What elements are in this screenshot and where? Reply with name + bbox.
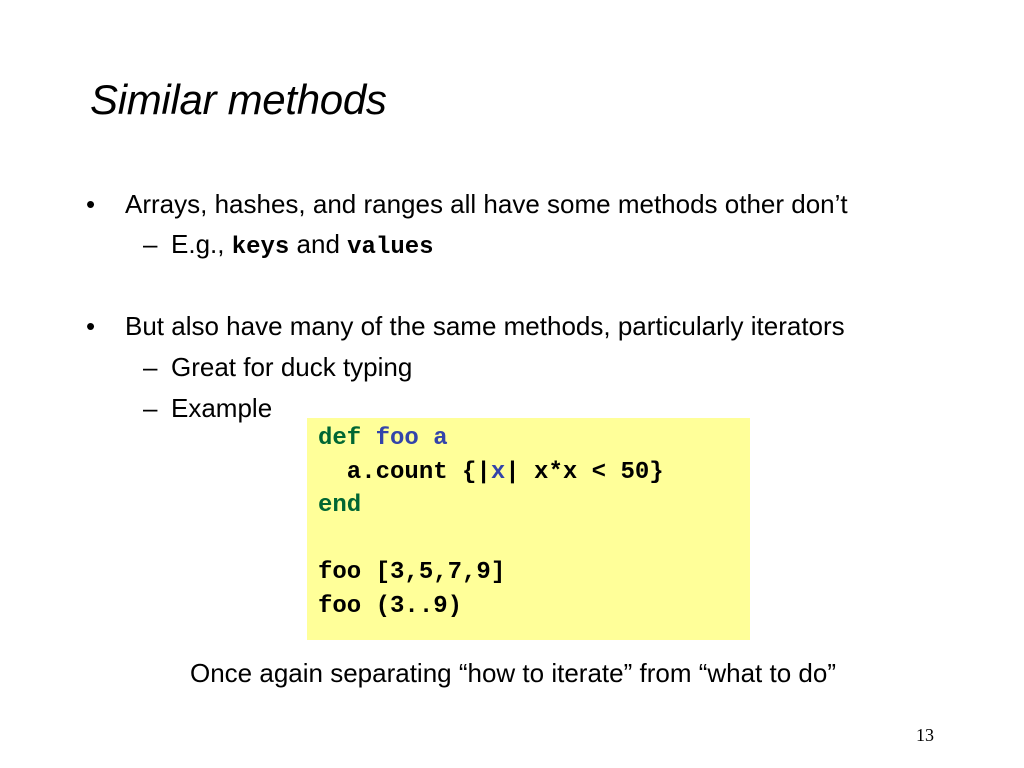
sub-bullet-2-2-text: Example [171, 393, 273, 423]
code-count-start: a.count {| [318, 458, 491, 486]
block-var: x [490, 458, 506, 486]
code-line-6: foo (3..9) [318, 592, 463, 620]
page-number: 13 [916, 725, 934, 745]
sub-bullet-middle: and [289, 229, 348, 259]
dash-marker: – [143, 352, 158, 382]
code-count-end: | x*x < 50} [505, 458, 664, 486]
dash-marker: – [143, 393, 158, 423]
sub-bullet-2-1-text: Great for duck typing [171, 352, 413, 382]
sub-bullet-1-1-text [171, 228, 434, 264]
bullet-marker: • [86, 189, 96, 219]
code-line-2 [318, 456, 750, 490]
slide-caption: Once again separating “how to iterate” from “what to do” [190, 658, 836, 688]
method-signature: foo a [375, 425, 448, 452]
code-line-1 [318, 422, 750, 456]
code-line-5: foo [3,5,7,9] [318, 559, 506, 586]
bullet-1-text: Arrays, hashes, and ranges all have some methods other don’t [125, 189, 848, 219]
slide-title: Similar methods [90, 76, 387, 123]
code-block [307, 418, 750, 640]
sub-bullet-prefix: E.g., [171, 229, 232, 259]
keyword-end: end [318, 492, 362, 519]
keyword-def: def [318, 425, 362, 452]
code-keys: keys [231, 234, 290, 261]
code-values: values [347, 234, 434, 261]
code-line-blank [318, 523, 750, 557]
code-line-3 [318, 489, 750, 523]
dash-marker: – [143, 229, 158, 259]
bullet-marker: • [86, 311, 96, 341]
bullet-2-text: But also have many of the same methods, particularly iterators [125, 311, 845, 341]
